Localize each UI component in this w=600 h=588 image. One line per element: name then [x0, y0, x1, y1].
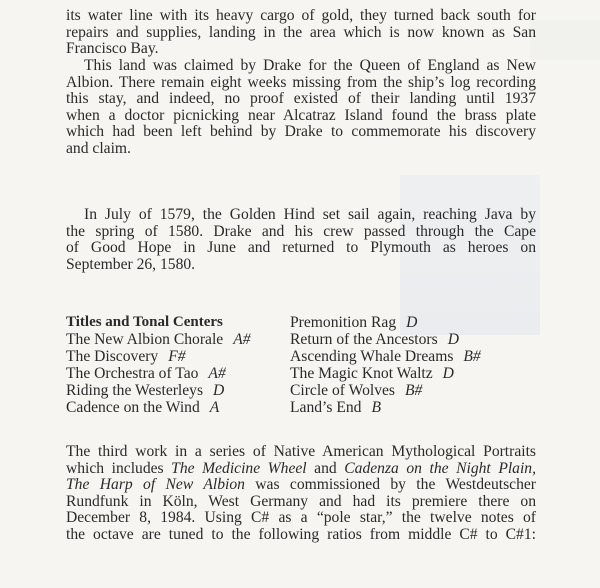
track-entry — [66, 348, 251, 365]
track-title: The Discovery — [66, 348, 159, 365]
track-entry — [66, 365, 251, 382]
text-segment: which includes — [66, 459, 172, 477]
text-segment: and — [306, 459, 345, 477]
text-segment: the octave are tuned to the following ratios from middle C# to C#1: — [66, 525, 536, 543]
track-entry — [66, 399, 251, 416]
text-line: Albion. There remain eight weeks missing from the ship’s log recording — [66, 73, 536, 91]
track-entry — [290, 348, 481, 365]
track-entry — [66, 382, 251, 399]
tonal-center-key: A# — [233, 331, 251, 348]
text-line: when a doctor picnicking near Alcatraz Island found the brass plate — [66, 106, 536, 124]
tonal-centers-left-column — [66, 314, 251, 416]
text-line: this stay, and indeed, no proof existed of their landing until 1937 — [66, 90, 536, 108]
text-segment: Rundfunk in Köln, West Germany and had its premiere there on — [66, 492, 536, 510]
text-line: Francisco Bay. — [66, 40, 159, 58]
track-title: Premonition Rag — [290, 314, 397, 331]
track-entry — [66, 331, 251, 348]
tonal-center-key: D — [442, 365, 454, 382]
text-segment: was commissioned by the Westdeutscher — [244, 476, 536, 494]
track-title: Cadence on the Wind — [66, 399, 200, 416]
text-line: of Good Hope in June and returned to Plymouth as heroes on — [66, 239, 536, 257]
track-title: Riding the Westerleys — [66, 382, 204, 399]
track-entry — [290, 382, 481, 399]
tonal-centers-right-column — [290, 314, 481, 416]
tonal-center-key: F# — [168, 348, 186, 365]
paragraph-commission — [66, 444, 536, 544]
text-line: In July of 1579, the Golden Hind set sail again, reaching Java by — [84, 206, 536, 223]
work-title: Cadenza on the Night Plain, — [344, 459, 536, 477]
track-title: Ascending Whale Dreams — [290, 348, 454, 365]
text-segment: December 8, 1984. Using C# as a “pole star,” the twelve notes of — [66, 509, 536, 527]
track-title: Return of the Ancestors — [290, 331, 438, 348]
tonal-centers-heading: Titles and Tonal Centers — [66, 314, 223, 330]
tonal-center-key: B — [371, 399, 381, 416]
work-title: The Harp of New Albion — [66, 476, 245, 494]
text-line: This land was claimed by Drake for the Queen of England as New — [84, 57, 536, 74]
text-line — [66, 494, 536, 511]
paragraph-golden-hind-voyage — [66, 207, 536, 273]
track-entry — [290, 314, 481, 331]
text-line: its water line with its heavy cargo of gold, they turned back south for — [66, 7, 536, 24]
tonal-center-key: D — [213, 382, 225, 399]
bleed-through-shadow — [530, 20, 600, 60]
text-line — [66, 444, 536, 461]
track-title: The New Albion Chorale — [66, 331, 224, 348]
track-entry — [290, 365, 481, 382]
tonal-center-key: D — [406, 314, 418, 331]
track-entry — [290, 331, 481, 348]
tonal-center-key: D — [447, 331, 459, 348]
track-title: The Orchestra of Tao — [66, 365, 199, 382]
text-line: repairs and supplies, landing in the area which is now known as San — [66, 23, 536, 41]
text-line: and claim. — [66, 139, 131, 157]
tonal-center-key: A# — [208, 365, 226, 382]
text-line — [66, 510, 536, 527]
text-line: the spring of 1580. Drake and his crew passed through the Cape — [66, 222, 536, 240]
track-entry — [290, 399, 481, 416]
paragraph-new-albion-claim — [66, 58, 536, 158]
track-title: Circle of Wolves — [290, 382, 395, 399]
text-line: September 26, 1580. — [66, 255, 196, 273]
work-title: The Medicine Wheel — [171, 459, 307, 477]
track-title: Land’s End — [290, 399, 362, 416]
text-line — [66, 477, 536, 494]
tonal-center-key: B# — [463, 348, 481, 365]
track-title: The Magic Knot Waltz — [290, 365, 433, 382]
paragraph-drake-return — [66, 8, 536, 58]
text-line — [66, 461, 536, 478]
tonal-center-key: B# — [405, 382, 423, 399]
text-line — [66, 527, 536, 544]
text-segment: The third work in a series of Native American Mythological Portraits — [66, 443, 536, 460]
text-line: which had been left behind by Drake to commemorate his discovery — [66, 123, 536, 141]
tonal-center-key: A — [209, 399, 220, 416]
